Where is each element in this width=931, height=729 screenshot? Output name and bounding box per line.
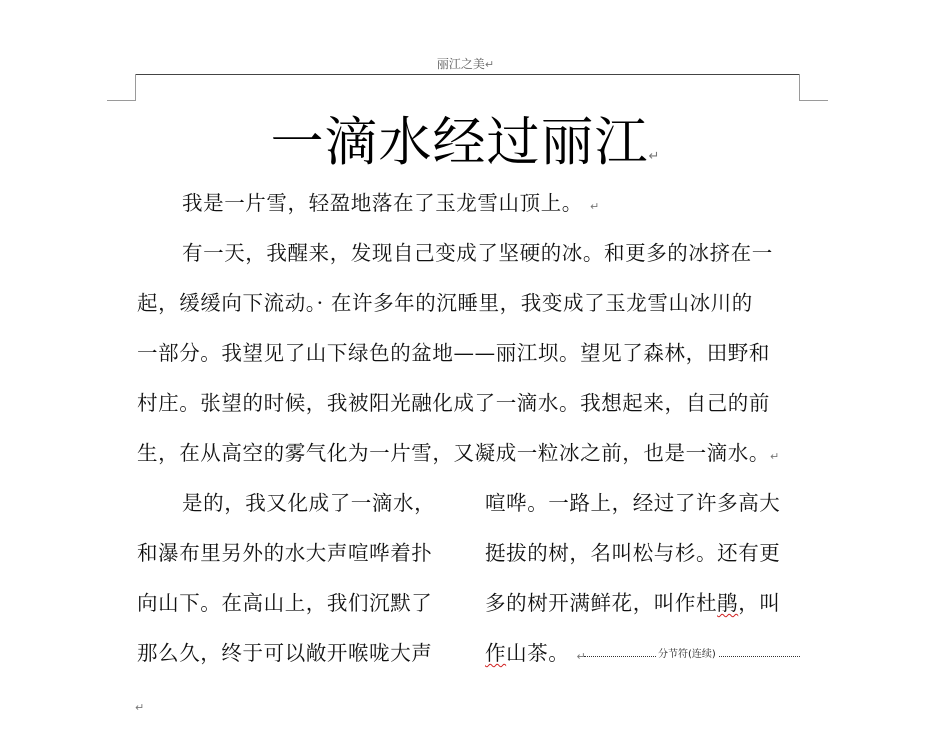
paragraph-1-text: 我是一片雪，轻盈地落在了玉龙雪山顶上。 [182,191,583,215]
section-break-label: 分节符(连续) [658,649,716,660]
column-right-text: 山茶。 [506,641,570,665]
column-right-line-last[interactable] [485,638,586,672]
paragraph-mark: ↵ [770,450,780,463]
column-right-line[interactable]: 挺拔的树，名叫松与杉。还有更 [485,541,781,565]
header-text: 丽江之美 [436,57,485,71]
column-left-line[interactable]: 向山下。在高山上，我们沉默了 [137,591,433,615]
spellcheck-flagged-word[interactable]: 鹃 [717,591,739,615]
paragraph-mark: ↵ [590,200,600,213]
paragraph-mark: ↵ [484,58,495,71]
margin-corner-left [107,74,136,101]
column-right-line[interactable]: 喧哗。一路上，经过了许多高大 [485,491,781,515]
column-right-text: ，叫 [738,591,781,615]
paragraph-mark: ↵ [135,701,145,714]
paragraph-1[interactable] [182,188,600,222]
title-text: 一滴水经过丽江 [270,112,649,173]
column-right-text: 多的树开满鲜花，叫作杜 [485,591,718,615]
paragraph-2-line-last[interactable] [137,438,780,472]
column-left-line[interactable]: 和瀑布里另外的水大声喧哗着扑 [137,541,433,565]
header-rule [135,74,800,75]
spellcheck-flagged-word[interactable]: 作 [485,641,507,665]
page-header[interactable] [0,56,931,73]
section-break[interactable] [584,648,800,662]
paragraph-2-line[interactable]: 一部分。我望见了山下绿色的盆地——丽江坝。望见了森林，田野和 [137,341,770,365]
paragraph-2-line[interactable]: 村庄。张望的时候，我被阳光融化成了一滴水。我想起来，自己的前 [137,391,770,415]
paragraph-2-line-text: 生，在从高空的雾气化为一片雪，又凝成一粒冰之前，也是一滴水。 [137,441,770,465]
end-paragraph[interactable] [135,696,144,715]
paragraph-2-line[interactable]: 有一天，我醒来，发现自己变成了坚硬的冰。和更多的冰挤在一 [182,241,773,265]
column-left-line[interactable]: 是的，我又化成了一滴水， [182,491,436,515]
document-title[interactable] [0,108,931,192]
column-left-line[interactable]: 那么久，终于可以敞开喉咙大声 [137,641,433,665]
paragraph-2-line[interactable]: 起，缓缓向下流动。· 在许多年的沉睡里，我变成了玉龙雪山冰川的 [137,291,753,315]
paragraph-mark: ↵ [576,650,587,663]
paragraph-mark: ↵ [648,149,661,164]
column-right-line[interactable] [485,588,780,618]
margin-corner-right [799,74,828,101]
